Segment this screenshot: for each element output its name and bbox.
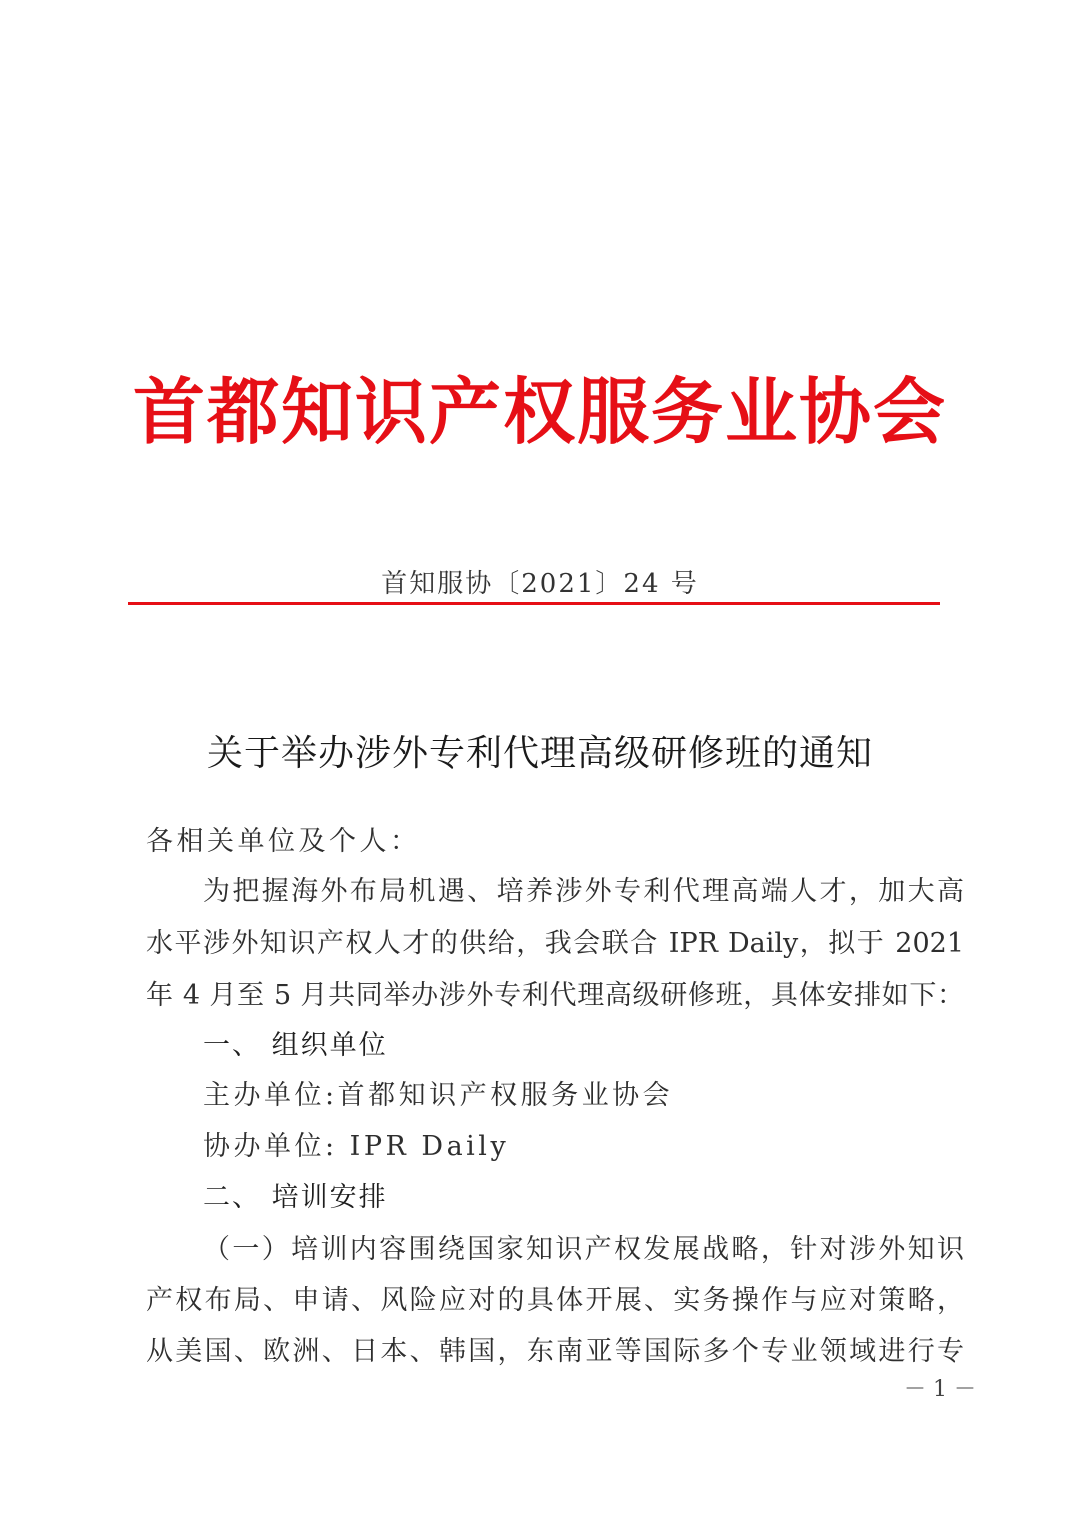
section-line: 协办单位: IPR Daily <box>203 1131 510 1162</box>
section-line: 从美国、欧洲、日本、韩国，东南亚等国际多个专业领域进行专 <box>146 1336 964 1367</box>
notice-title: 关于举办涉外专利代理高级研修班的通知 <box>206 733 873 774</box>
intro-line: 年 4 月至 5 月共同举办涉外专利代理高级研修班，具体安排如下： <box>146 980 964 1011</box>
section-line: 主办单位:首都知识产权服务业协会 <box>203 1080 674 1111</box>
page-number: － 1 － <box>904 1377 976 1402</box>
section-heading: 二、 培训安排 <box>203 1182 388 1213</box>
section-line: （一）培训内容围绕国家知识产权发展战略，针对涉外知识 <box>203 1234 964 1265</box>
letterhead-organization: 首都知识产权服务业协会 <box>132 369 947 454</box>
letterhead-divider <box>128 602 940 605</box>
section-line: 产权布局、申请、风险应对的具体开展、实务操作与应对策略， <box>146 1285 964 1316</box>
intro-line: 为把握海外布局机遇、培养涉外专利代理高端人才，加大高 <box>203 876 964 907</box>
intro-line: 水平涉外知识产权人才的供给，我会联合 IPR Daily，拟于 2021 <box>146 928 964 959</box>
document-number: 首知服协〔2021〕24 号 <box>381 569 699 599</box>
section-heading: 一、 组织单位 <box>203 1030 388 1061</box>
salutation: 各相关单位及个人： <box>146 826 421 857</box>
